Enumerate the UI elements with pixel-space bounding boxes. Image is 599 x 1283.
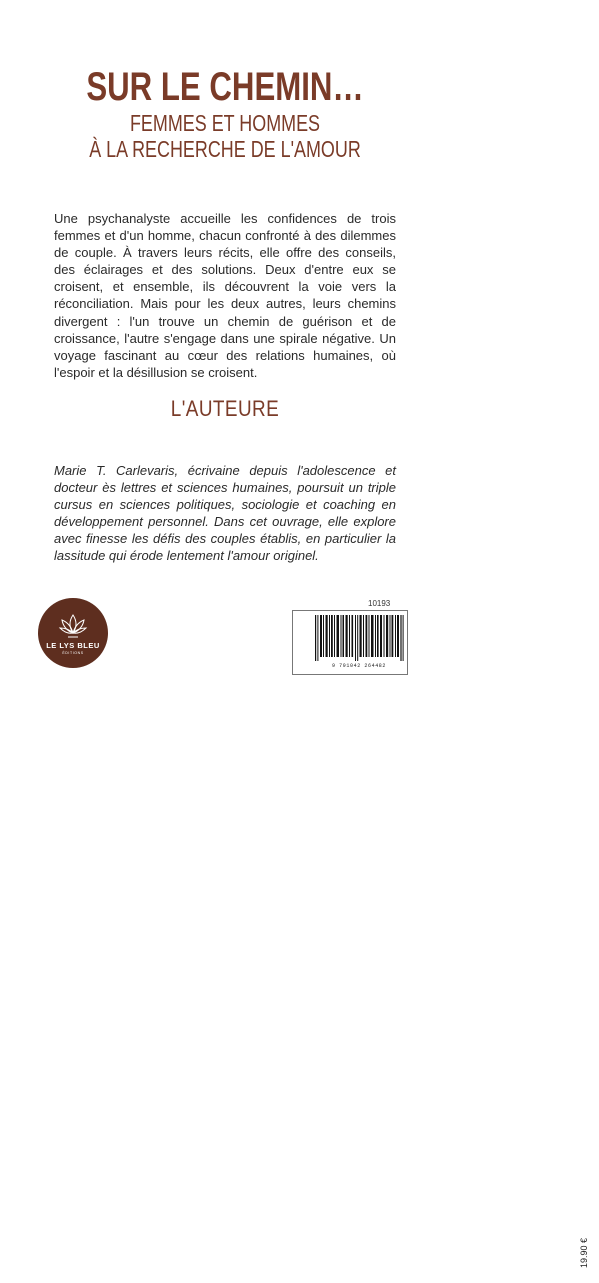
- publisher-name: LE LYS BLEU: [46, 641, 100, 650]
- book-subtitle-line2: À LA RECHERCHE DE L'AMOUR: [89, 136, 361, 162]
- publisher-logo: [38, 598, 108, 668]
- book-summary: Une psychanalyste accueille les confidences de trois femmes et d'un homme, chacun confronté à des dilemmes de couple. À travers leurs récits, elle offre des conseils, des éclairages et des solutions. Deux d'entre eux se croisent, et ensemble, ils découvrent la voie vers la réconciliation. Mais pour les deux autres, leurs chemins divergent : l'un trouve un chemin de guérison et de croissance, l'autre s'engage dans une spirale négative. Un voyage fascinant au cœur des relations humaines, où l'espoir et la désillusion se croisent.: [54, 211, 396, 380]
- title-block: [0, 64, 450, 162]
- lotus-flower-icon: [59, 613, 87, 639]
- price: 19.90 €: [579, 1237, 589, 1269]
- barcode-panel: [292, 610, 589, 1269]
- barcode: [313, 615, 405, 661]
- book-title: SUR LE CHEMIN…: [86, 65, 364, 109]
- author-bio: Marie T. Carlevaris, écrivaine depuis l'adolescence et docteur ès lettres et sciences humaines, poursuit un triple cursus en sciences politiques, sociologie et coaching en développement personnel. Dans cet ouvrage, elle explore avec finesse les défis des couples établis, en particulier la lassitude qui érode lentement l'amour originel.: [54, 463, 396, 564]
- publisher-subtitle: ÉDITIONS: [62, 651, 84, 655]
- isbn-number: 9 791042 264482: [331, 663, 386, 669]
- reference-number: 10193: [368, 599, 391, 608]
- book-subtitle-line1: FEMMES ET HOMMES: [129, 110, 321, 136]
- author-heading: L'AUTEURE: [170, 396, 280, 421]
